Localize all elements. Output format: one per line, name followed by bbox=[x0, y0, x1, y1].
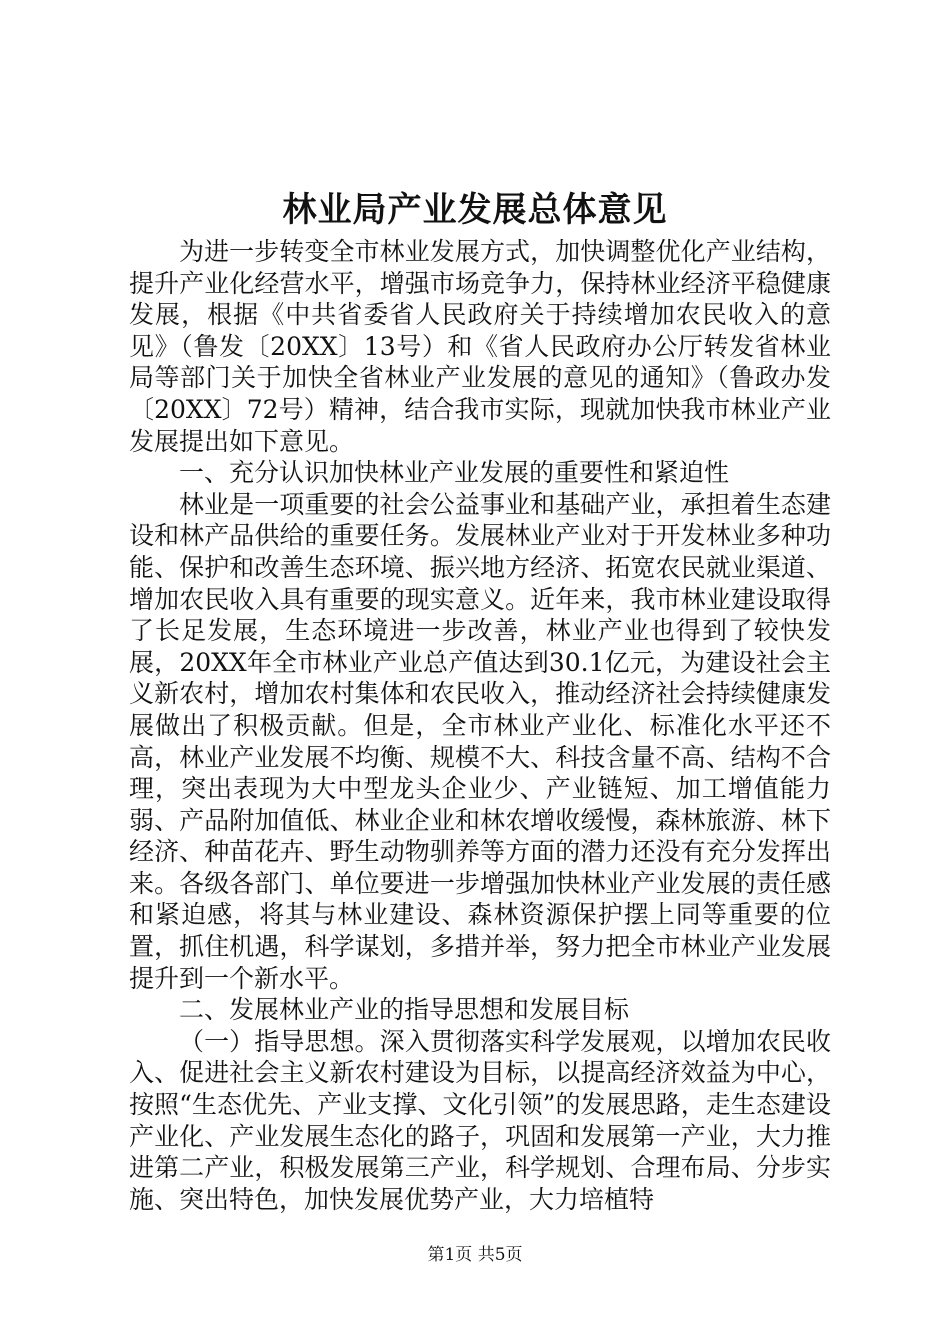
paragraph-guiding-thought: （一）指导思想。深入贯彻落实科学发展观，以增加农民收入、促进社会主义新农村建设为目标，以提高经济效益为中心，按照“生态优先、产业支撑、文化引领”的发展思路，走生态建设产业化、产业发展生态化的路子，巩固和发展第一产业，大力推进第二产业，积极发展第三产业，科学规划、合理布局、分步实施、突出特色，加快发展优势产业，大力培植特 bbox=[129, 1026, 831, 1214]
paragraph-section-1: 林业是一项重要的社会公益事业和基础产业，承担着生态建设和林产品供给的重要任务。发展林业产业对于开发林业多种功能、保护和改善生态环境、振兴地方经济、拓宽农民就业渠道、增加农民收入具有重要的现实意义。近年来，我市林业建设取得了长足发展，生态环境进一步改善，林业产业也得到了较快发展，20XX年全市林业产业总产值达到30.1亿元，为建设社会主义新农村，增加农村集体和农民收入，推动经济社会持续健康发展做出了积极贡献。但是，全市林业产业化、标准化水平还不高，林业产业发展不均衡、规模不大、科技含量不高、结构不合理，突出表现为大中型龙头企业少、产业链短、加工增值能力弱、产品附加值低、林业企业和林农增收缓慢，森林旅游、林下经济、种苗花卉、野生动物驯养等方面的潜力还没有充分发挥出来。各级各部门、单位要进一步增强加快林业产业发展的责任感和紧迫感，将其与林业建设、森林资源保护摆上同等重要的位置，抓住机遇，科学谋划，多措并举，努力把全市林业产业发展提升到一个新水平。 bbox=[129, 489, 831, 993]
document-title: 林业局产业发展总体意见 bbox=[282, 190, 668, 230]
section-heading-1: 一、充分认识加快林业产业发展的重要性和紧迫性 bbox=[179, 458, 730, 488]
document-body bbox=[129, 236, 831, 1215]
page-footer: 第1页 共5页 bbox=[427, 1245, 523, 1265]
paragraph-intro: 为进一步转变全市林业发展方式，加快调整优化产业结构，提升产业化经营水平，增强市场竞争力，保持林业经济平稳健康发展，根据《中共省委省人民政府关于持续增加农民收入的意见》（鲁发〔20XX〕13号）和《省人民政府办公厅转发省林业局等部门关于加快全省林业产业发展的意见的通知》（鲁政办发〔20XX〕72号）精神，结合我市实际，现就加快我市林业产业发展提出如下意见。 bbox=[129, 237, 831, 456]
section-heading-2: 二、发展林业产业的指导思想和发展目标 bbox=[179, 995, 630, 1025]
